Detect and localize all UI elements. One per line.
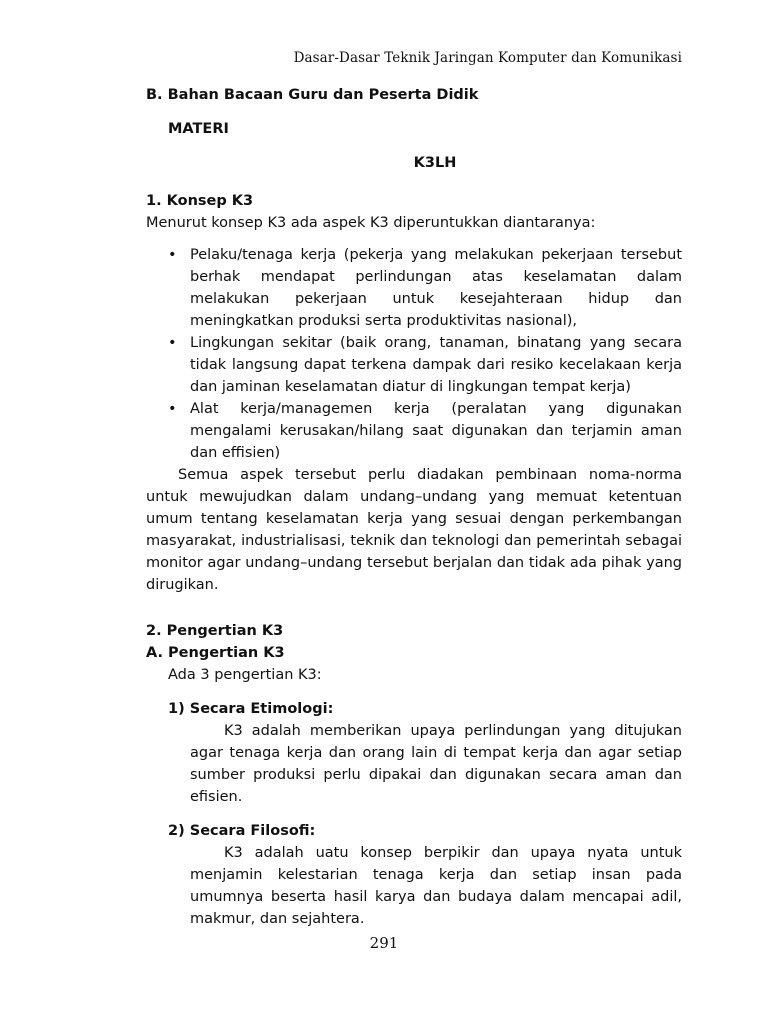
konsep-heading: 1. Konsep K3: [146, 193, 254, 209]
bullet-icon: •: [168, 401, 177, 417]
materi-label: MATERI: [168, 121, 229, 137]
bullet-icon: •: [168, 335, 177, 351]
pengertian-item-filosofi: [146, 820, 682, 930]
page-number: 291: [369, 934, 399, 952]
bullet-text: Lingkungan sekitar (baik orang, tanaman, binatang yang secara tidak langsung dapat terkena dampak dari resiko kecelakaan kerja dan jaminan keselamatan diatur di lingkungan tempat kerja): [190, 335, 682, 395]
pengertian-subheading: A. Pengertian K3: [146, 645, 285, 661]
list-item: [146, 398, 682, 464]
bullet-text: Pelaku/tenaga kerja (pekerja yang melakukan pekerjaan tersebut berhak mendapat perlindungan atas keselamatan dalam melakukan pekerjaan untuk kesejahteraan hidup dan meningkatkan produksi serta produktivitas nasional),: [190, 247, 682, 329]
item-title: 1) Secara Etimologi:: [168, 701, 334, 717]
bullet-icon: •: [168, 247, 177, 263]
item-body: K3 adalah uatu konsep berpikir dan upaya nyata untuk menjamin kelestarian tenaga kerja dan setiap insan pada umumnya beserta hasil karya dan budaya dalam mencapai adil, makmur, dan sejahtera.: [190, 845, 682, 927]
running-header: Dasar-Dasar Teknik Jaringan Komputer dan Komunikasi: [293, 50, 682, 66]
section-heading: B. Bahan Bacaan Guru dan Peserta Didik: [146, 87, 479, 103]
konsep-summary: Semua aspek tersebut perlu diadakan pembinaan noma-norma untuk mewujudkan dalam undang–undang yang memuat ketentuan umum tentang keselamatan kerja yang sesuai dengan perkembangan masyarakat, industrialisasi, teknik dan teknologi dan pemerintah sebagai monitor agar undang–undang tersebut berjalan dan tidak ada pihak yang dirugikan.: [146, 467, 682, 593]
pengertian-item-etimologi: [146, 698, 682, 808]
page-content: [146, 84, 682, 930]
item-body: K3 adalah memberikan upaya perlindungan yang ditujukan agar tenaga kerja dan orang lain di tempat kerja dan agar setiap sumber produksi perlu dipakai dan digunakan secara aman dan efisien.: [190, 723, 682, 805]
list-item: [146, 332, 682, 398]
item-title: 2) Secara Filosofi:: [168, 823, 316, 839]
pengertian-intro: Ada 3 pengertian K3:: [168, 667, 322, 683]
topic-title: K3LH: [413, 155, 457, 171]
bullet-text: Alat kerja/managemen kerja (peralatan yang digunakan mengalami kerusakan/hilang saat digunakan dan terjamin aman dan effisien): [190, 401, 682, 461]
konsep-intro: Menurut konsep K3 ada aspek K3 diperuntukkan diantaranya:: [146, 215, 596, 231]
pengertian-heading: 2. Pengertian K3: [146, 623, 284, 639]
konsep-bullet-list: [146, 244, 682, 464]
list-item: [146, 244, 682, 332]
